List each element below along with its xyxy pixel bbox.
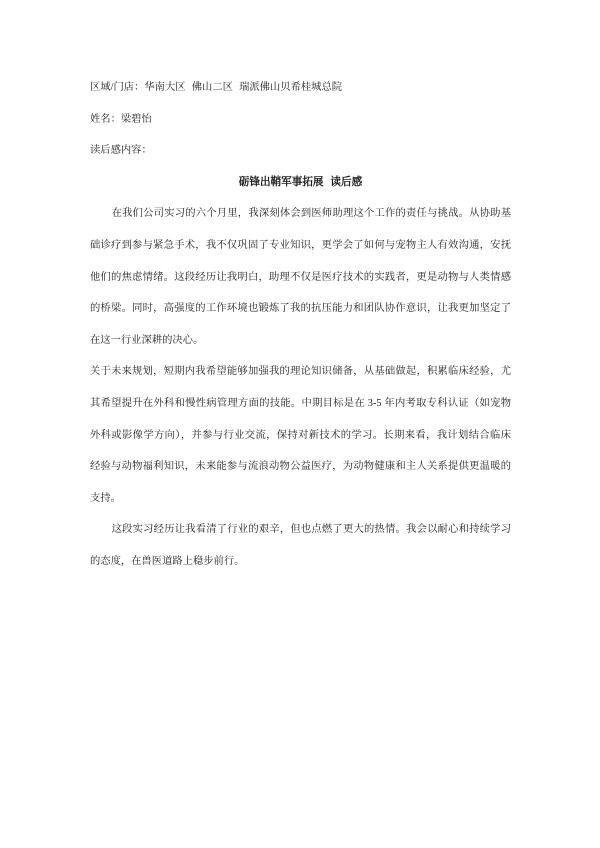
content-label: 读后感内容： (90, 145, 152, 157)
paragraph-line: 这段实习经历让我看清了行业的艰辛，但也点燃了更大的热情。我会以耐心和持续学习 (111, 524, 511, 536)
paragraph-line: 在我们公司实习的六个月里，我深刻体会到医师助理这个工作的责任与挑战。从协助基 (111, 208, 511, 220)
region-store-label: 区域/门店： (90, 82, 145, 93)
region-store-value: 华南大区 佛山二区 瑞派佛山贝希桂城总院 (144, 82, 343, 93)
paragraph-line: 经验与动物福利知识，未来能参与流浪动物公益医疗，为动物健康和主人关系提供更温暖的 (90, 461, 511, 473)
paragraph-line: 的桥梁。同时，高强度的工作环境也锻炼了我的抗压能力和团队协作意识，让我更加坚定了 (90, 303, 511, 315)
name-label: 姓名： (90, 113, 121, 125)
essay-title: 砺锋出鞘军事拓展 读后感 (238, 176, 363, 188)
paragraph-line: 关于未来规划，短期内我希望能够加强我的理论知识储备，从基础做起，积累临床经验，尤 (90, 366, 511, 378)
name-value: 梁碧怡 (120, 113, 152, 125)
paragraph-line: 支持。 (90, 492, 121, 504)
paragraph-line: 在这一行业深耕的决心。 (90, 334, 204, 346)
document-body (90, 72, 511, 578)
paragraph-line: 他们的焦虑情绪。这段经历让我明白，助理不仅是医疗技术的实践者，更是动物与人类情感 (90, 271, 511, 283)
paragraph (90, 514, 511, 577)
paragraph (90, 356, 511, 514)
paragraph (90, 198, 511, 356)
paragraph-line: 其希望提升在外科和慢性病管理方面的技能。中期目标是在 3-5 年内考取专科认证（如宠物 (90, 397, 511, 409)
paragraph-line: 础诊疗到参与紧急手术，我不仅巩固了专业知识，更学会了如何与宠物主人有效沟通，安抚 (90, 239, 511, 251)
region-store-line (90, 72, 511, 104)
paragraph-line: 外科或影像学方向），并参与行业交流，保持对新技术的学习。长期来看，我计划结合临床 (90, 429, 511, 441)
paragraph-line: 的态度，在兽医道路上稳步前行。 (90, 555, 245, 567)
name-line (90, 104, 511, 136)
